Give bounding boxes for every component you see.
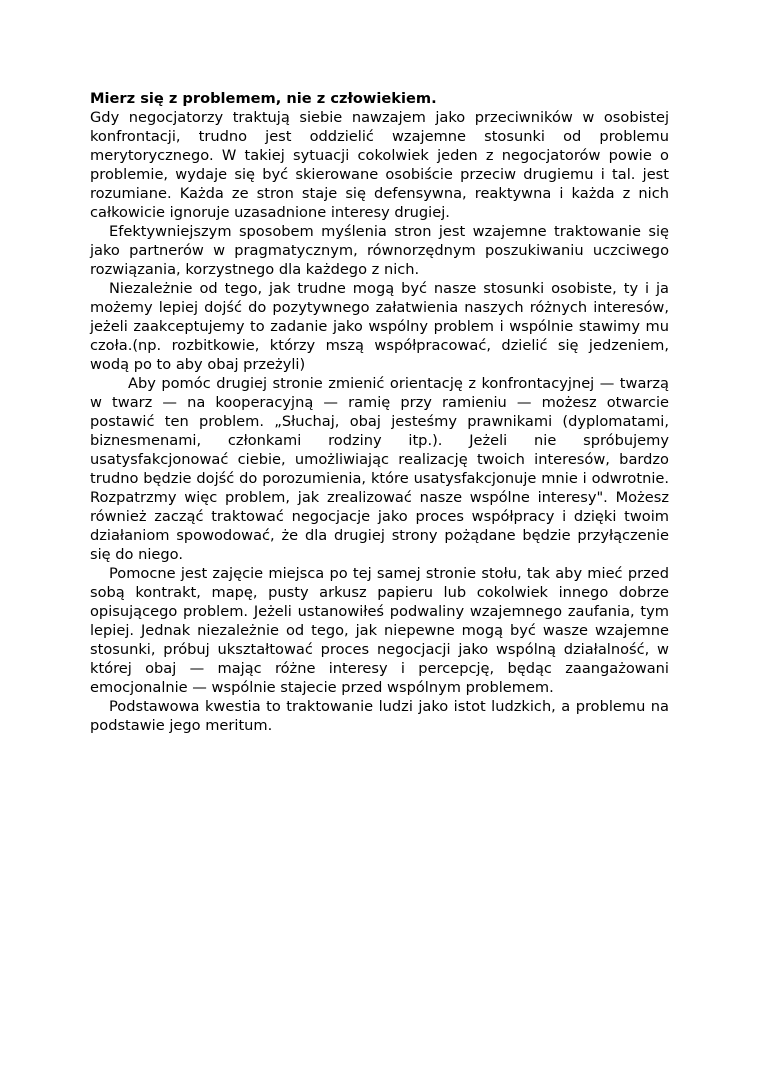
paragraph-5: Pomocne jest zajęcie miejsca po tej samej stronie stołu, tak aby mieć przed sobą kontrakt, mapę, pusty arkusz papieru lub cokolwiek innego dobrze opisującego problem. Jeżeli ustanowiłeś podwaliny wzajemnego zaufania, tym lepiej. Jednak niezależnie od tego, jak niepewne mogą być wasze wzajemne stosunki, próbuj ukształtować proces negocjacji jako wspólną działalność, w której obaj — mając różne interesy i percepcję, będąc zaangażowani emocjonalnie — wspólnie stajecie przed wspólnym problemem. <box>90 565 669 696</box>
paragraph-4: Aby pomóc drugiej stronie zmienić orientację z konfrontacyjnej — twarzą w twarz — na kooperacyjną — ramię przy ramieniu — możesz otwarcie postawić ten problem. „Słuchaj, obaj jesteśmy prawnikami (dyplomatami, biznesmenami, członkami rodziny itp.). Jeżeli nie spróbujemy usatysfakcjonować ciebie, umożliwiając realizację twoich interesów, bardzo trudno będzie dojść do porozumienia, które usatysfakcjonuje mnie i odwrotnie. Rozpatrzmy więc problem, jak zrealizować nasze wspólne interesy". Możesz również zacząć traktować negocjacje jako proces współpracy i dzięki twoim działaniom spowodować, że dla drugiej strony pożądane będzie przyłączenie się do niego. <box>90 375 669 563</box>
paragraph-6: Podstawowa kwestia to traktowanie ludzi jako istot ludzkich, a problemu na podstawie jego meritum. <box>90 698 669 734</box>
paragraph-2: Efektywniejszym sposobem myślenia stron jest wzajemne traktowanie się jako partnerów w pragmatycznym, równorzędnym poszukiwaniu uczciwego rozwiązania, korzystnego dla każdego z nich. <box>90 223 669 278</box>
section-heading: Mierz się z problemem, nie z człowiekiem. <box>90 90 437 107</box>
paragraph-3: Niezależnie od tego, jak trudne mogą być nasze stosunki osobiste, ty i ja możemy lepiej dojść do pozytywnego załatwienia naszych różnych interesów, jeżeli zaakceptujemy to zadanie jako wspólny problem i wspólnie stawimy mu czoła.(np. rozbitkowie, którzy mszą współpracować, dzielić się jedzeniem, wodą po to aby obaj przeżyli) <box>90 280 669 373</box>
paragraph-1: Gdy negocjatorzy traktują siebie nawzajem jako przeciwników w osobistej konfrontacji, trudno jest oddzielić wzajemne stosunki od problemu merytorycznego. W takiej sytuacji cokolwiek jeden z negocjatorów powie o problemie, wydaje się być skierowane osobiście przeciw drugiemu i tal. jest rozumiane. Każda ze stron staje się defensywna, reaktywna i każda z nich całkowicie ignoruje uzasadnione interesy drugiej. <box>90 109 669 221</box>
document-body <box>90 89 669 735</box>
